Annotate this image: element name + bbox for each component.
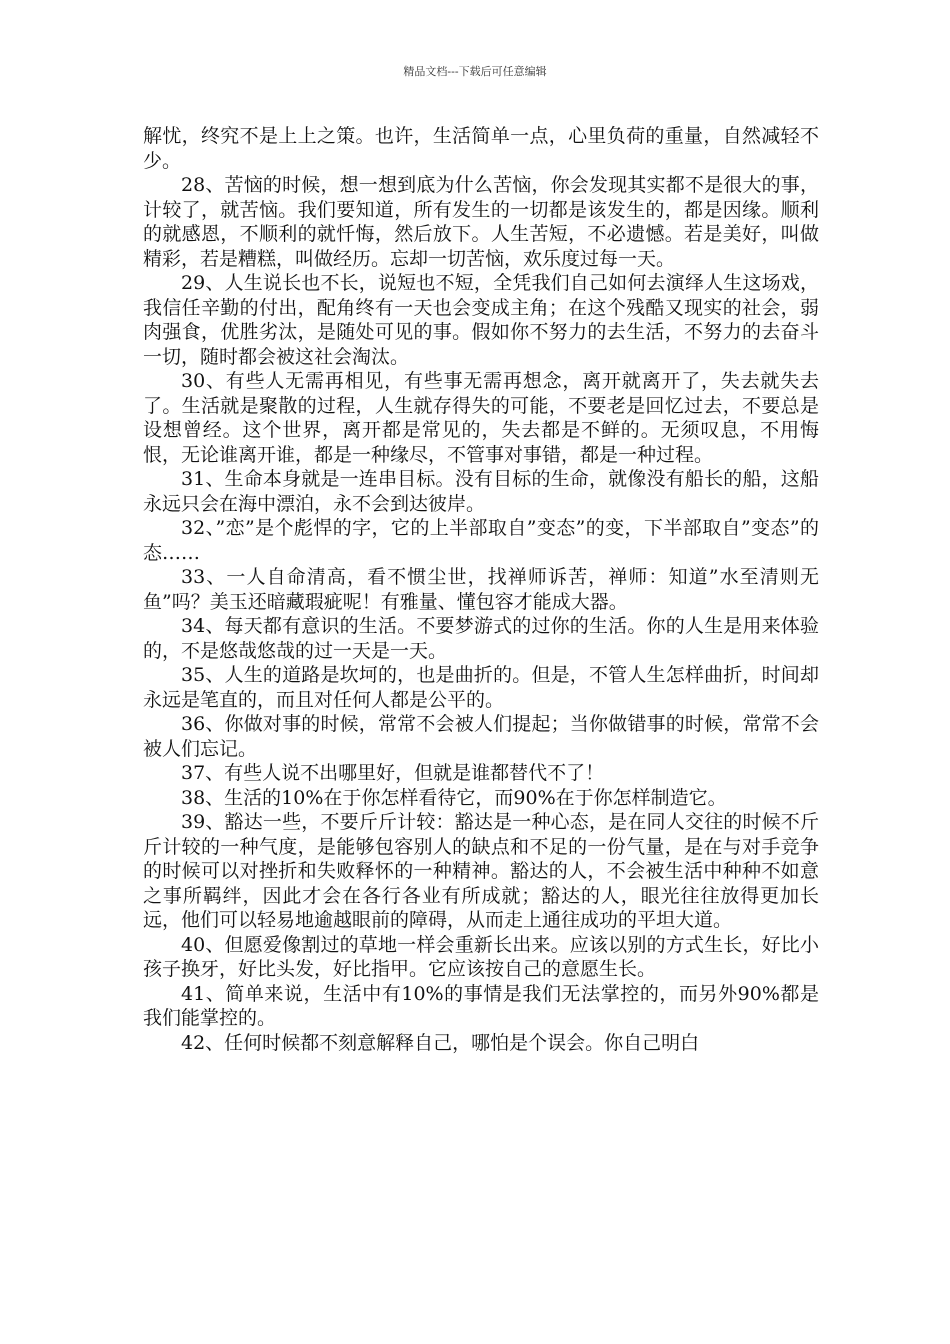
paragraph-35: 35、人生的道路是坎坷的，也是曲折的。但是，不管人生怎样曲折，时间却永远是笔直的，而且对任何人都是公平的。	[143, 664, 819, 711]
paragraph-40: 40、但愿爱像割过的草地一样会重新长出来。应该以别的方式生长，好比小孩子换牙，好比头发，好比指甲。它应该按自己的意愿生长。	[143, 933, 819, 980]
paragraph-33: 33、一人自命清高，看不惯尘世，找禅师诉苦，禅师：知道”水至清则无鱼”吗？美玉还暗藏瑕疵呢！有雅量、懂包容才能成大器。	[143, 566, 819, 613]
paragraph-36: 36、你做对事的时候，常常不会被人们提起；当你做错事的时候，常常不会被人们忘记。	[143, 713, 819, 760]
document-body	[143, 124, 819, 1055]
paragraph-31: 31、生命本身就是一连串目标。没有目标的生命，就像没有船长的船，这船永远只会在海中漂泊，永不会到达彼岸。	[143, 468, 819, 515]
paragraph-28: 28、苦恼的时候，想一想到底为什么苦恼，你会发现其实都不是很大的事，计较了，就苦恼。我们要知道，所有发生的一切都是该发生的，都是因缘。顺利的就感恩，不顺利的就忏悔，然后放下。人生苦短，不必遗憾。若是美好，叫做精彩，若是糟糕，叫做经历。忘却一切苦恼，欢乐度过每一天。	[143, 174, 819, 270]
paragraph-39: 39、豁达一些，不要斤斤计较：豁达是一种心态，是在同人交往的时候不斤斤计较的一种气度，是能够包容别人的缺点和不足的一份气量，是在与对手竞争的时候可以对挫折和失败释怀的一种精神。豁达的人，不会被生活中种种不如意之事所羁绊，因此才会在各行各业有所成就；豁达的人，眼光往往放得更加长远，他们可以轻易地逾越眼前的障碍，从而走上通往成功的平坦大道。	[143, 811, 819, 931]
paragraph-30: 30、有些人无需再相见，有些事无需再想念，离开就离开了，失去就失去了。生活就是聚散的过程，人生就存得失的可能，不要老是回忆过去，不要总是设想曾经。这个世界，离开都是常见的，失去都是不鲜的。无须叹息，不用悔恨，无论谁离开谁，都是一种缘尽，不管事对事错，都是一种过程。	[143, 370, 819, 466]
paragraph-29: 29、人生说长也不长，说短也不短，全凭我们自己如何去演绎人生这场戏，我信任辛勤的付出，配角终有一天也会变成主角；在这个残酷又现实的社会，弱肉强食，优胜劣汰，是随处可见的事。假如你不努力的去生活，不努力的去奋斗一切，随时都会被这社会淘汰。	[143, 272, 819, 368]
paragraph-38: 38、生活的10%在于你怎样看待它，而90%在于你怎样制造它。	[181, 786, 727, 809]
paragraph-continuation: 解忧，终究不是上上之策。也许，生活简单一点，心里负荷的重量，自然减轻不少。	[143, 125, 819, 172]
page-header: 精品文档---下载后可任意编辑	[403, 65, 547, 78]
paragraph-32: 32、”恋”是个彪悍的字，它的上半部取自”变态”的变，下半部取自”变态”的态……	[143, 517, 819, 564]
paragraph-41: 41、简单来说，生活中有10%的事情是我们无法掌控的，而另外90%都是我们能掌控的。	[143, 982, 819, 1029]
paragraph-42: 42、任何时候都不刻意解释自己，哪怕是个误会。你自己明白	[181, 1031, 700, 1054]
paragraph-34: 34、每天都有意识的生活。不要梦游式的过你的生活。你的人生是用来体验的，不是悠哉悠哉的过一天是一天。	[143, 615, 819, 662]
paragraph-37: 37、有些人说不出哪里好，但就是谁都替代不了！	[181, 762, 605, 784]
